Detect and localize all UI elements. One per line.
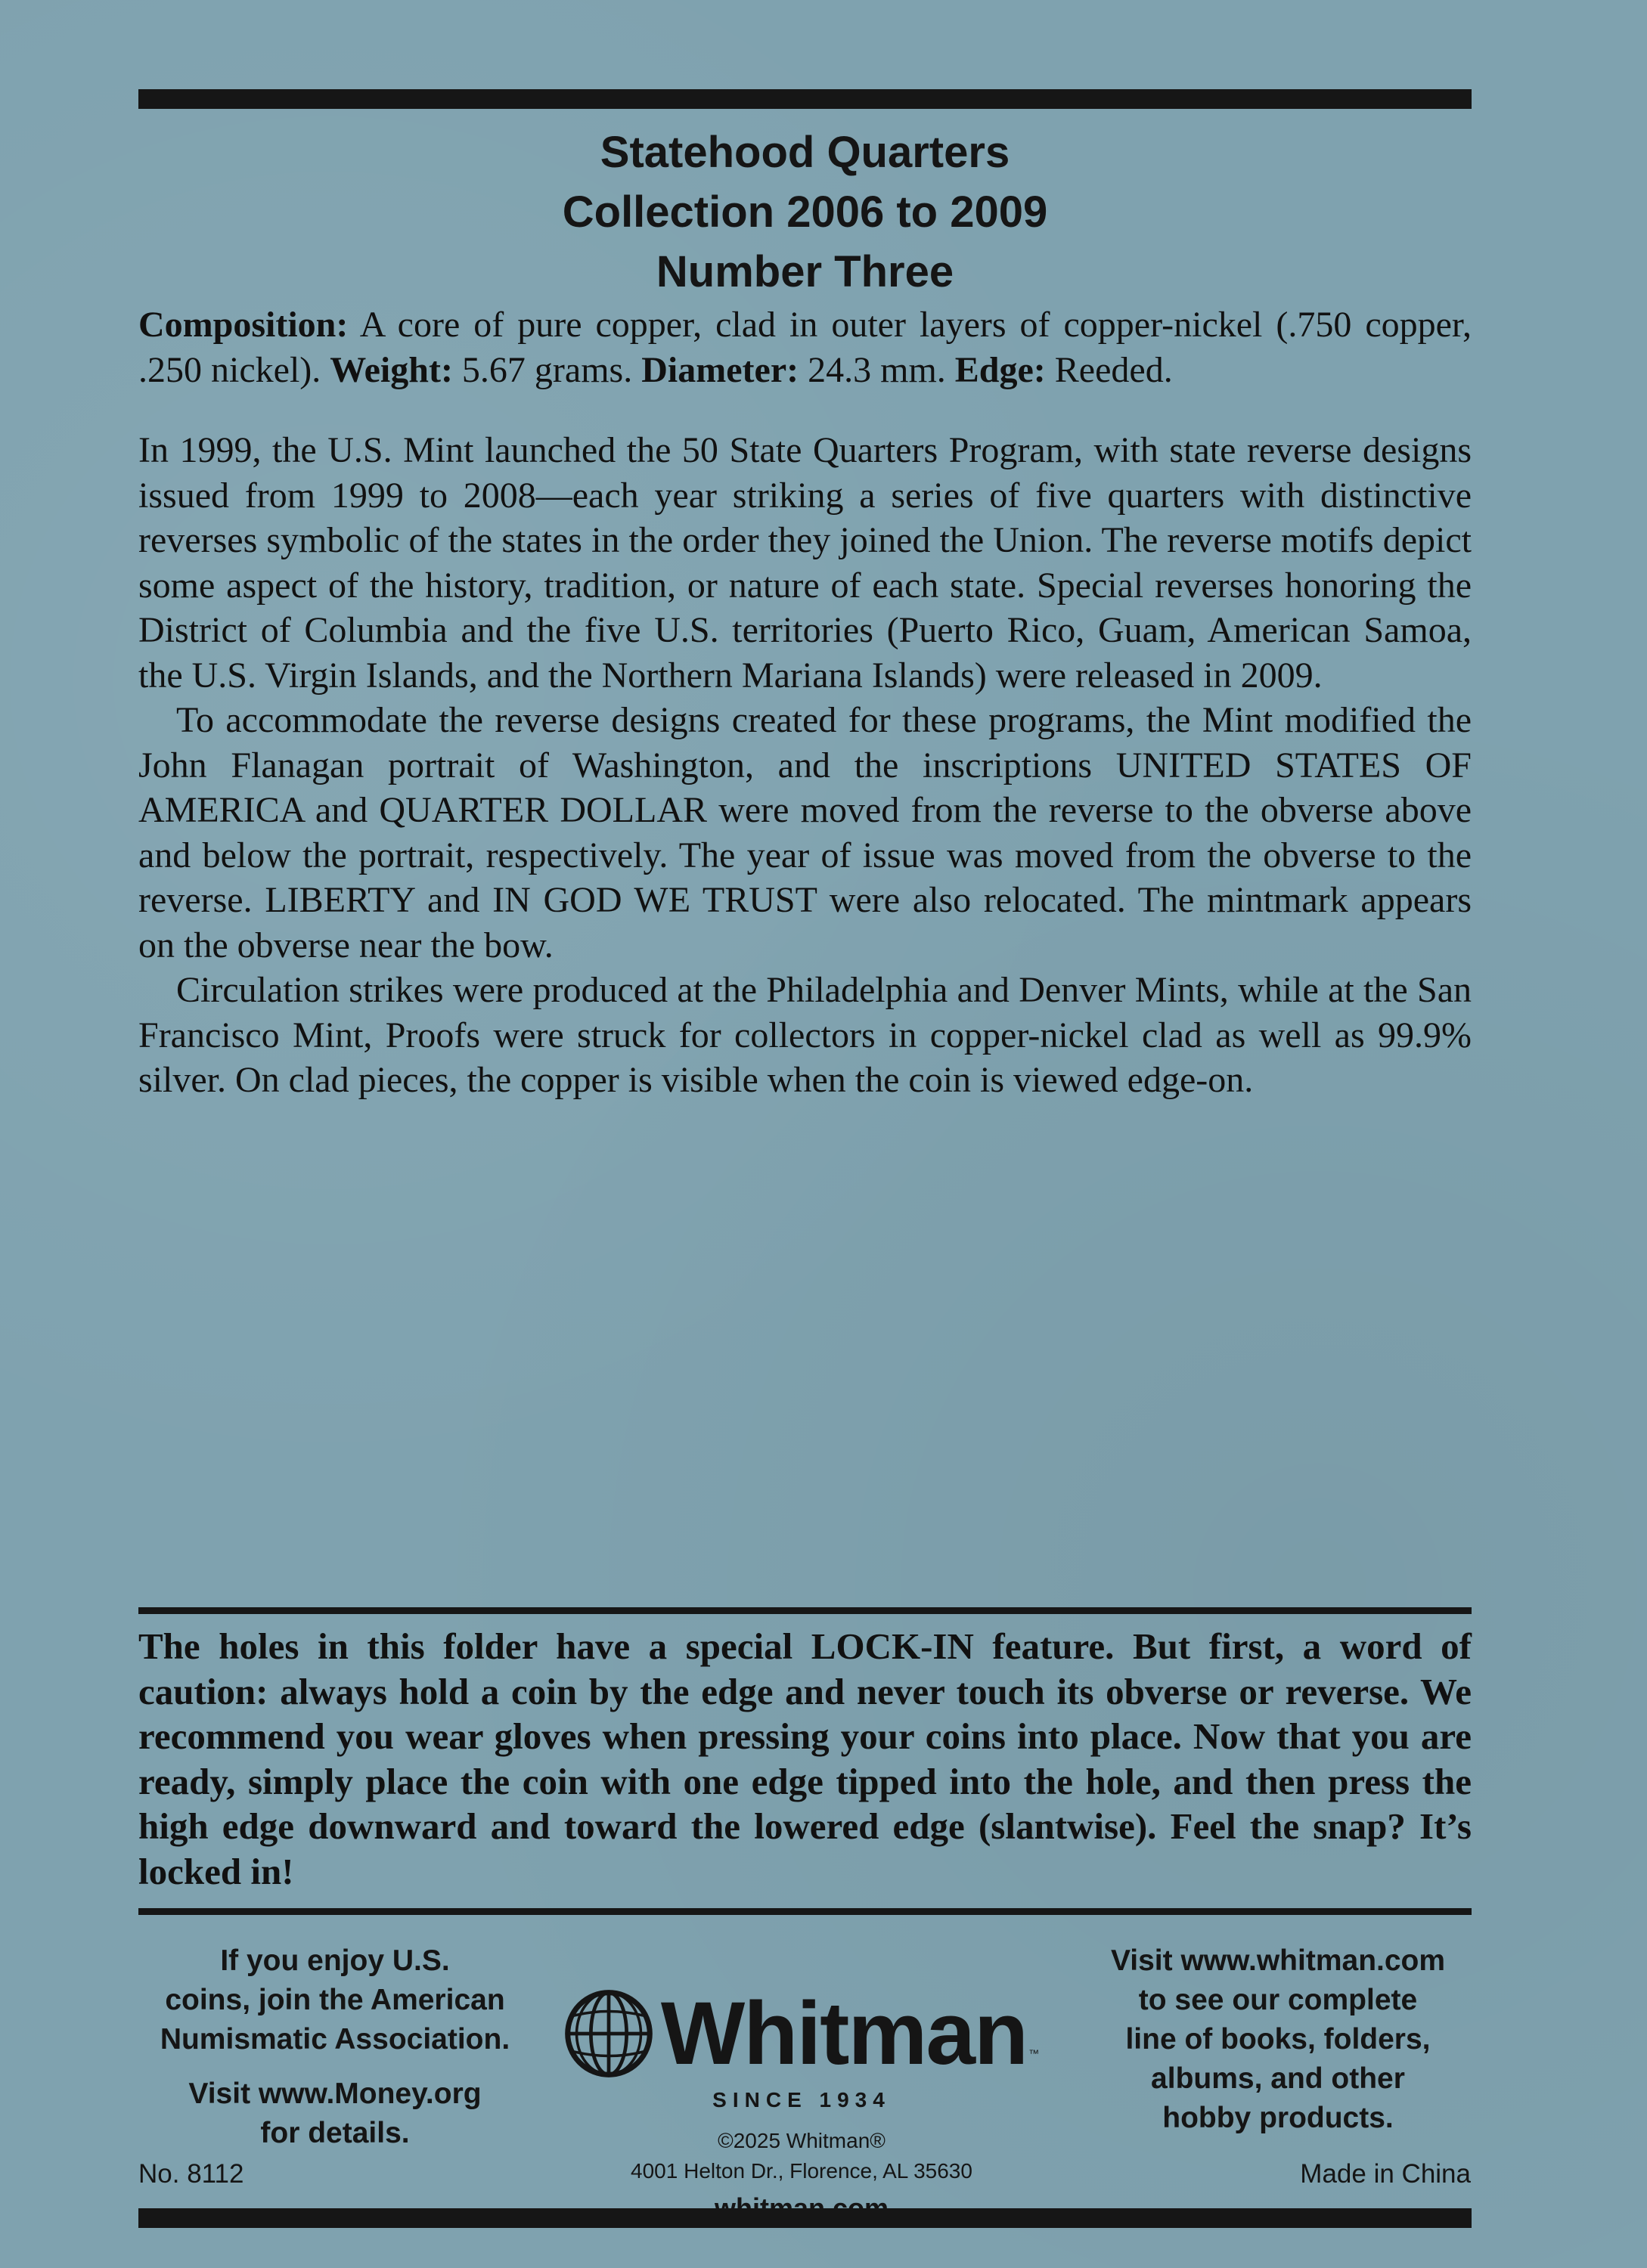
bottom-rule	[138, 2208, 1472, 2228]
title-line-2: Collection 2006 to 2009	[562, 187, 1048, 237]
title-line-3: Number Three	[656, 247, 954, 296]
weight-text: 5.67 grams.	[461, 350, 633, 390]
promo-line: hobby products.	[1162, 2102, 1394, 2134]
promo-line: Visit www.whitman.com	[1110, 1944, 1446, 1977]
diameter-text: 24.3 mm.	[808, 350, 946, 390]
page-title	[138, 122, 1472, 302]
lockin-top-rule	[138, 1607, 1472, 1614]
lockin-bottom-rule	[138, 1908, 1472, 1915]
whitman-logo	[560, 1981, 1044, 2087]
address: 4001 Helton Dr., Florence, AL 35630	[631, 2159, 972, 2183]
item-number: No. 8112	[138, 2159, 244, 2189]
money-org-line: for details.	[260, 2117, 410, 2149]
edge-text: Reeded.	[1054, 350, 1173, 390]
history-text	[138, 428, 1472, 1103]
ana-line: coins, join the American	[165, 1984, 505, 2016]
ana-line: If you enjoy U.S.	[220, 1944, 450, 1977]
edge-label: Edge:	[954, 350, 1046, 390]
body-paragraph: In 1999, the U.S. Mint launched the 50 State Quarters Program, with state reverse designs issued from 1999 to 2008—each year striking a series of five quarters with distinctive reverses symbolic of the states in the order they joined the Union. The reverse motifs depict some aspect of the history, tradition, or nature of each state. Special reverses honoring the District of Columbia and the five U.S. territories (Puerto Rico, Guam, American Samoa, the U.S. Virgin Islands, and the Northern Mariana Islands) were released in 2009.	[138, 430, 1472, 696]
since-year: SINCE 1934	[712, 2088, 891, 2112]
globe-icon	[564, 1989, 653, 2078]
coin-specifications	[138, 302, 1472, 393]
money-org-line: Visit www.Money.org	[188, 2077, 482, 2110]
copyright: ©2025 Whitman®	[718, 2129, 886, 2152]
ana-line: Numismatic Association.	[160, 2023, 510, 2056]
diameter-label: Diameter:	[641, 350, 799, 390]
lockin-instructions: The holes in this folder have a special LOCK-IN feature. But first, a word of caution: always hold a coin by the edge and never touch its obverse or reverse. We recommend you wear gloves when pressing your coins into place. Now that you are ready, simply place the coin with one edge tipped into the hole, and then press the high edge downward and toward the lowered edge (slantwise). Feel the snap? It’s locked in!	[138, 1625, 1472, 1892]
composition-text: A core of pure copper, clad in outer layers of copper-nickel (.750 copper, .250 nickel).	[138, 305, 1472, 390]
weight-label: Weight:	[330, 350, 453, 390]
ana-promo	[138, 1941, 532, 2153]
promo-line: albums, and other	[1151, 2062, 1405, 2095]
promo-line: to see our complete	[1138, 1984, 1418, 2016]
promo-line: line of books, folders,	[1125, 2023, 1431, 2056]
title-line-1: Statehood Quarters	[600, 128, 1010, 177]
whitman-logo-block	[560, 1981, 1044, 2227]
body-paragraph: To accommodate the reverse designs created for these programs, the Mint modified the John Flanagan portrait of Washington, and the inscriptions UNITED STATES OF AMERICA and QUARTER DOLLAR were moved from the reverse to the obverse above and below the portrait, respectively. The year of issue was moved from the obverse to the reverse. LIBERTY and IN GOD WE TRUST were also relocated. The mintmark appears on the obverse near the bow.	[138, 700, 1472, 965]
brand-name: Whitman	[660, 1984, 1028, 2084]
made-in: Made in China	[1300, 2159, 1471, 2189]
trademark-symbol: ™	[1028, 2047, 1040, 2059]
composition-label: Composition:	[138, 305, 349, 345]
whitman-promo	[1074, 1941, 1482, 2138]
top-rule	[138, 89, 1472, 109]
body-paragraph: Circulation strikes were produced at the Philadelphia and Denver Mints, while at the San Francisco Mint, Proofs were struck for collectors in copper-nickel clad as well as 99.9% silver. On clad pieces, the copper is visible when the coin is viewed edge-on.	[138, 970, 1472, 1100]
